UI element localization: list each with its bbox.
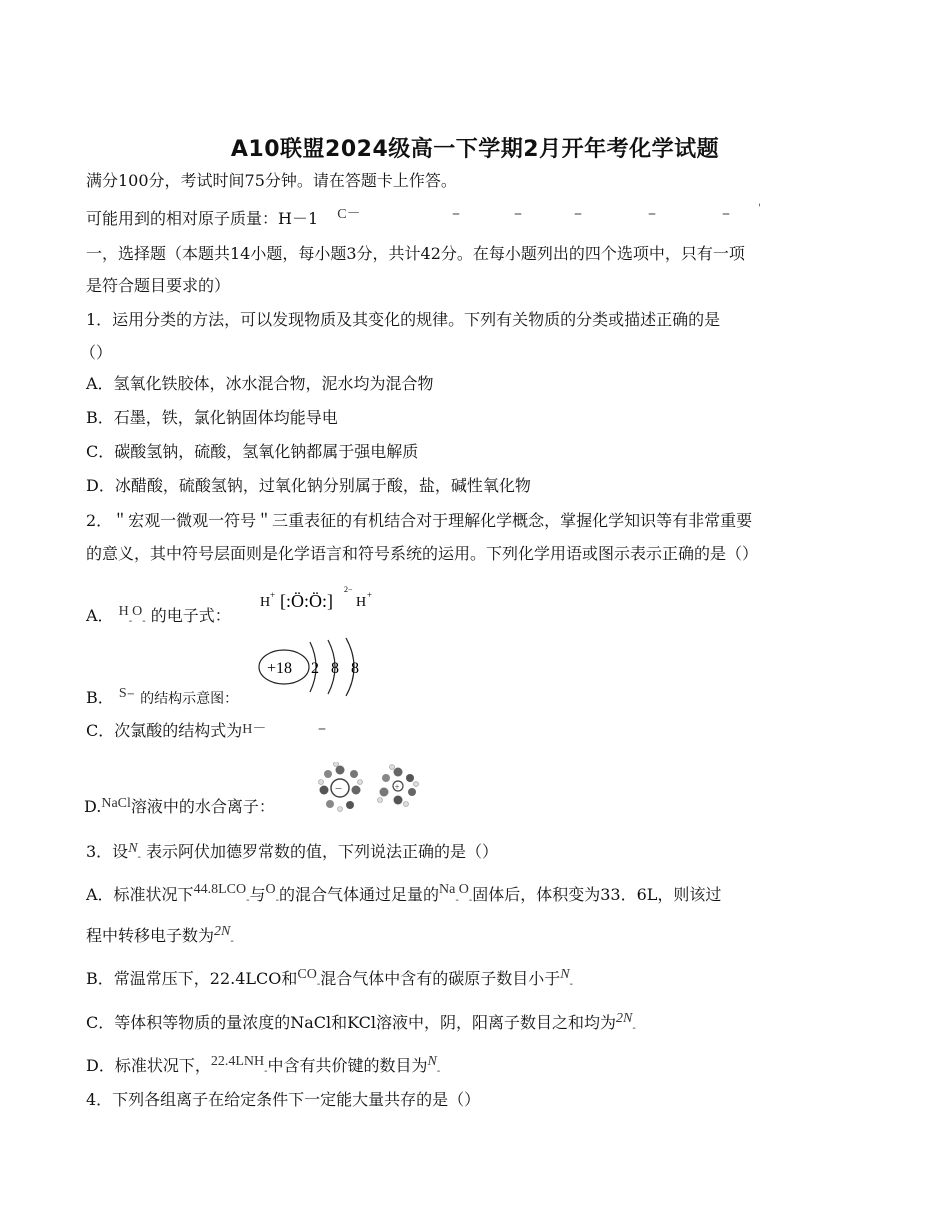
formula-fragment: 22.4LNH: [210, 1054, 265, 1069]
dash-mark: –: [318, 718, 326, 737]
subscript-mark: -: [455, 895, 459, 906]
subscript-mark: -: [632, 1023, 636, 1034]
option-text: 程中转移电子数为: [86, 926, 215, 945]
q3-option-b: [86, 968, 573, 996]
svg-text:−: −: [335, 781, 343, 796]
shell-count-1: 2: [311, 660, 319, 677]
atomic-mass-fragment: C－: [337, 207, 361, 222]
formula-fragment: 2N: [616, 1011, 633, 1026]
option-label: B．: [86, 688, 114, 707]
sulfur-structure-diagram: [256, 636, 376, 702]
formula-h: H: [118, 604, 129, 619]
atomic-mass-line: [86, 203, 761, 232]
left-h: H: [260, 595, 271, 610]
q1-option-c: C．碳酸氢钠，硫酸，氢氧化钠都属于强电解质: [86, 442, 419, 461]
subscript-mark: -: [264, 1066, 268, 1077]
q1-option-d: D．冰醋酸，硫酸氢钠，过氧化钠分别属于酸，盐，碱性氧化物: [86, 476, 531, 495]
tick-mark: ': [758, 203, 761, 214]
shell-count-2: 8: [331, 660, 339, 677]
shell-count-3: 8: [351, 660, 359, 677]
option-text: C．次氯酸的结构式为: [86, 721, 243, 740]
subscript-mark: -: [468, 895, 473, 906]
q3-stem-part: 3．设: [86, 842, 129, 861]
dash-mark: –: [452, 203, 460, 222]
subscript-mark: -: [246, 895, 250, 906]
charge-mark: −: [126, 689, 136, 700]
svg-text:+: +: [394, 782, 400, 792]
section-instructions-2: 是符合题目要求的）: [86, 276, 231, 295]
subscript-mark: -: [569, 979, 573, 990]
q1-option-b: B．石墨，铁，氯化钠固体均能导电: [86, 408, 338, 427]
formula-o: O: [132, 604, 143, 619]
q2-option-d: [84, 796, 275, 820]
formula-fragment: H－: [242, 722, 267, 737]
formula-nacl: NaCl: [101, 796, 131, 811]
q2-option-b: [86, 684, 238, 711]
q1-stem: 1．运用分类的方法，可以发现物质及其变化的规律。下列有关物质的分类或描述正确的是: [86, 310, 721, 329]
q4-stem: 4．下列各组离子在给定条件下一定能大量共存的是（）: [86, 1090, 481, 1109]
page-title: A10联盟2024级高一下学期2月开年考化学试题: [230, 137, 720, 162]
subscript-mark: -: [137, 852, 141, 863]
formula-s: S: [118, 686, 127, 701]
q3-option-a: [86, 884, 721, 912]
subscript-mark: -: [142, 616, 146, 627]
atomic-mass-label: 可能用到的相对原子质量：H－1: [86, 209, 319, 228]
formula-fragment: 44.8LCO: [193, 882, 247, 897]
option-text: 的结构示意图：: [140, 691, 239, 707]
option-text: C．等体积等物质的量浓度的NaCl和KCl溶液中，阴，阳离子数目之和均为: [86, 1013, 617, 1032]
q3-stem: [86, 841, 498, 869]
subscript-mark: -: [128, 616, 133, 627]
option-text: 溶液中的水合离子：: [130, 797, 275, 816]
formula-fragment: CO: [297, 967, 317, 982]
hydrated-chloride-ion: [319, 762, 363, 812]
hydrated-sodium-ion: [378, 765, 419, 807]
q3-option-a-cont: [86, 925, 234, 953]
q3-option-c: [86, 1012, 636, 1040]
subscript-mark: -: [316, 979, 321, 990]
option-text: A．标准状况下: [86, 885, 194, 904]
core-charge: 2−: [344, 585, 353, 594]
subscript-mark: -: [275, 895, 279, 906]
nucleus-charge: +18: [267, 660, 293, 677]
option-text: 的混合气体通过足量的: [278, 885, 439, 904]
formula-fragment: N: [427, 1054, 437, 1069]
hydrated-ions-diagram: [318, 762, 422, 812]
q3-stem-part: 表示阿伏加德罗常数的值，下列说法正确的是（）: [146, 842, 499, 861]
option-text: 固体后，体积变为33．6L，则该过: [472, 885, 722, 904]
q2-stem-1: 2．＂宏观一微观一符号＂三重表征的有机结合对于理解化学概念，掌握化学知识等有非常重要: [86, 511, 753, 530]
dash-mark: –: [722, 203, 730, 222]
option-text: 的电子式：: [150, 606, 231, 625]
formula-fragment: O: [265, 882, 276, 897]
option-text: 混合气体中含有的碳原子数目小于: [320, 969, 561, 988]
q1-paren: （）: [80, 343, 113, 362]
right-h: H: [356, 595, 367, 610]
option-text: 与: [249, 885, 266, 904]
exam-time-line: 满分100分，考试时间75分钟。请在答题卡上作答。: [86, 171, 457, 190]
formula-fragment: Na: [439, 882, 456, 897]
option-label: A．: [86, 606, 114, 625]
left-h-charge: +: [270, 590, 276, 600]
section-instructions-1: 一，选择题（本题共14小题，每小题3分，共计42分。在每小题列出的四个选项中，只有一项: [86, 244, 745, 263]
q2-option-a: [86, 605, 231, 633]
option-text: D．标准状况下，: [86, 1056, 211, 1075]
q1-option-a: A．氢氧化铁胶体，冰水混合物，泥水均为混合物: [86, 374, 434, 393]
subscript-mark: -: [230, 936, 234, 947]
subscript-mark: -: [436, 1066, 441, 1077]
q2-stem-2: 的意义，其中符号层面则是化学语言和符号系统的运用。下列化学用语或图示表示正确的是（）: [86, 544, 759, 563]
peroxide-electron-diagram: [256, 582, 386, 614]
option-text: B．常温常压下，22.4LCO和: [86, 969, 298, 988]
dash-mark: –: [514, 203, 522, 222]
formula-fragment: O: [458, 882, 469, 897]
right-h-charge: +: [367, 590, 373, 600]
q2-option-c: [86, 718, 326, 744]
q3-option-d: [86, 1055, 440, 1083]
formula-fragment: 2N: [214, 924, 231, 939]
dash-mark: –: [574, 203, 582, 222]
option-label: D.: [84, 797, 102, 816]
dash-mark: –: [648, 203, 656, 222]
option-text: 中含有共价键的数目为: [267, 1056, 428, 1075]
avogadro-symbol: N: [128, 841, 138, 856]
formula-fragment: N: [560, 967, 570, 982]
bracket-core: [:Ö:Ö:]: [280, 591, 333, 611]
